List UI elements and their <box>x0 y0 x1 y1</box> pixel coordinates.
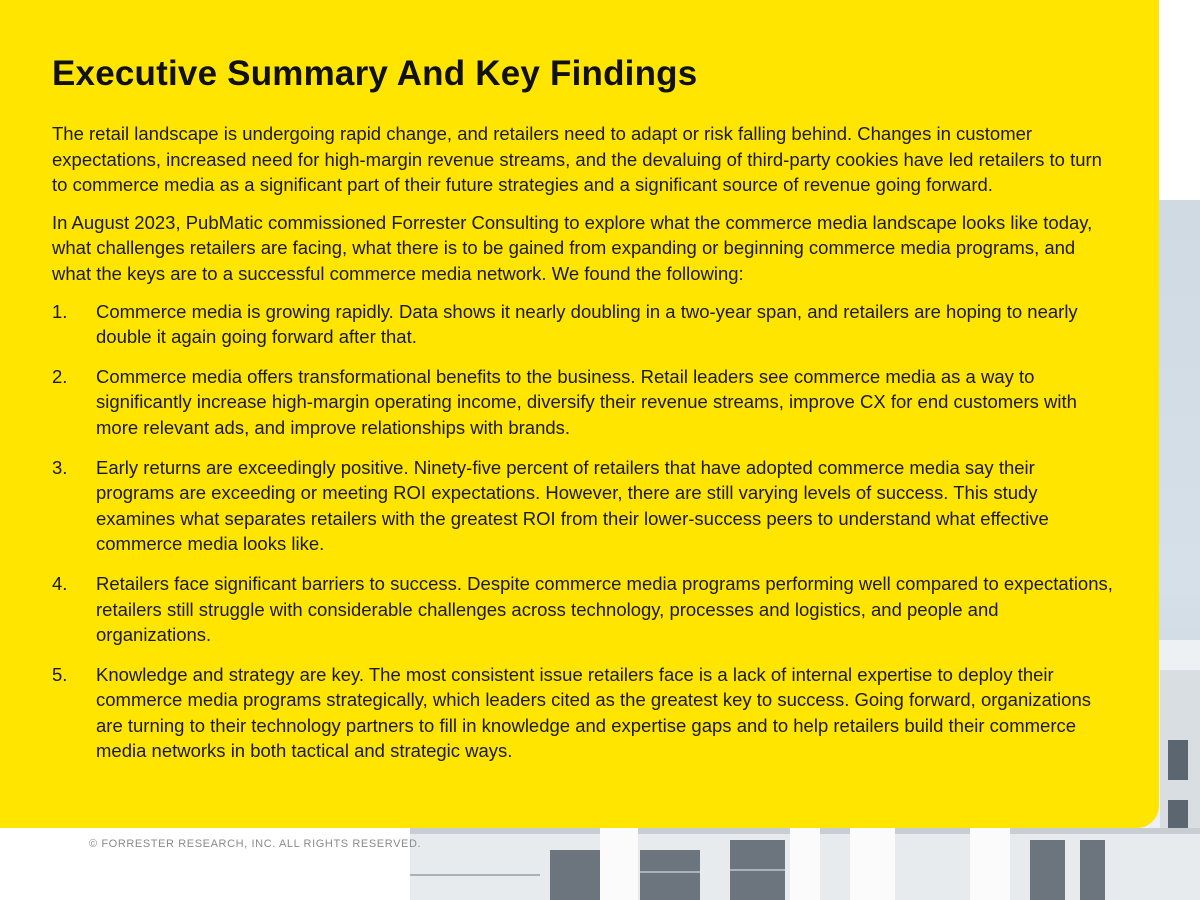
findings-list <box>52 299 1114 765</box>
summary-content <box>52 121 1114 778</box>
finding-number: 4. <box>52 572 68 594</box>
finding-item <box>52 455 1114 557</box>
finding-number: 2. <box>52 365 68 387</box>
intro-paragraph: The retail landscape is undergoing rapid change, and retailers need to adapt or risk falling behind. Changes in customer expectations, increased need for high-margin revenue streams, and the devaluing of third-party cookies have led retailers to turn to commerce media as a significant part of their future strategies and a significant source of revenue going forward. <box>52 123 1102 196</box>
finding-text: Knowledge and strategy are key. The most consistent issue retailers face is a lack of internal expertise to deploy their commerce media programs strategically, which leaders cited as the greatest key to success. Going forward, organizations are turning to their technology partners to fill in knowledge and expertise gaps and to help retailers build their commerce media networks in both tactical and strategic ways. <box>96 663 1091 762</box>
study-paragraph: In August 2023, PubMatic commissioned Forrester Consulting to explore what the commerce media landscape looks like today, what challenges retailers are facing, what there is to be gained from expanding or beginning commerce media programs, and what the keys are to a successful commerce media network. We found the following: <box>52 211 1093 284</box>
finding-number: 3. <box>52 456 68 478</box>
page-title: Executive Summary And Key Findings <box>52 54 698 93</box>
copyright-footer: © FORRESTER RESEARCH, INC. ALL RIGHTS RESERVED. <box>89 838 422 850</box>
finding-item <box>52 364 1114 441</box>
finding-text: Commerce media is growing rapidly. Data shows it nearly doubling in a two-year span, and retailers are hoping to nearly double it again going forward after that. <box>96 300 1078 348</box>
finding-text: Commerce media offers transformational benefits to the business. Retail leaders see commerce media as a way to significantly increase high-margin operating income, diversify their revenue streams, improve CX for end customers with more relevant ads, and improve relationships with brands. <box>96 365 1077 438</box>
finding-number: 1. <box>52 300 68 322</box>
finding-item <box>52 662 1114 764</box>
finding-text: Retailers face significant barriers to success. Despite commerce media programs performing well compared to expectations, retailers still struggle with considerable challenges across technology, processes and logistics, and people and organizations. <box>96 572 1113 646</box>
finding-item <box>52 299 1114 350</box>
finding-text: Early returns are exceedingly positive. Ninety-five percent of retailers that have adopted commerce media say their programs are exceeding or meeting ROI expectations. However, there are still varying levels of success. This study examines what separates retailers with the greatest ROI from their lower-success peers to understand what effective commerce media looks like. <box>96 456 1049 555</box>
finding-number: 5. <box>52 663 68 685</box>
finding-item <box>52 571 1114 648</box>
